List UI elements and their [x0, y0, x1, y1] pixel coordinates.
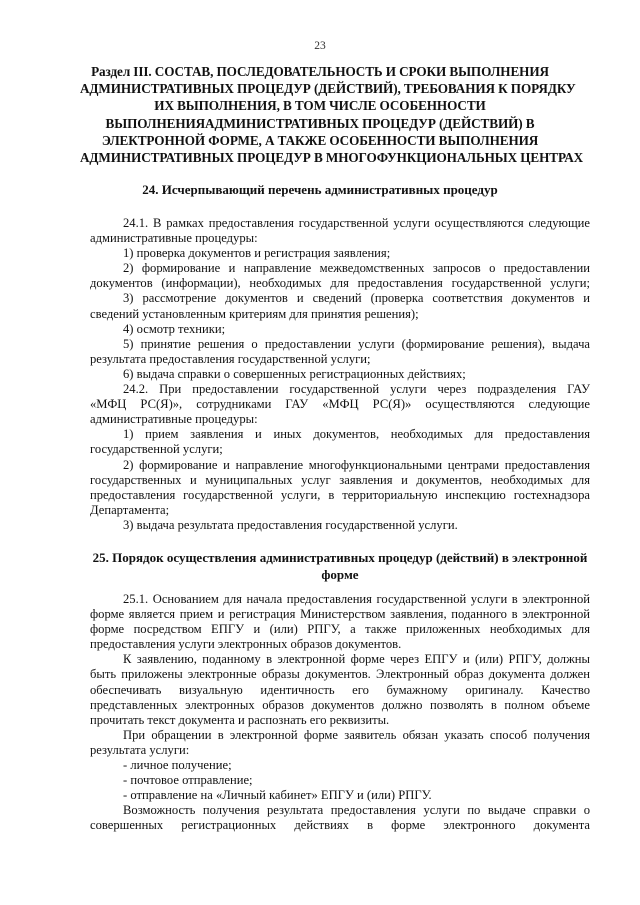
text-line: К заявлению, поданному в электронной форме через ЕПГУ и (или) РПГУ, должны [123, 652, 590, 667]
text-line: 24.2. При предоставлении государственной услуги через подразделения ГАУ [123, 382, 590, 397]
section-title [80, 63, 584, 166]
section-title-line: АДМИНИСТРАТИВНЫХ ПРОЦЕДУР В МНОГОФУНКЦИОНАЛЬНЫХ ЦЕНТРАХ [80, 150, 584, 166]
text-line: 25.1. Основанием для начала предоставления государственной услуги в электронной [123, 592, 590, 606]
section-title-line: ЭЛЕКТРОННОЙ ФОРМЕ, А ТАКЖЕ ОСОБЕННОСТИ ВЫПОЛНЕНИЯ [101, 132, 539, 148]
list-item: 1) прием заявления и иных документов, необходимых для предоставления [123, 427, 590, 442]
heading-section-24: 24. Исчерпывающий перечень административных процедур [142, 182, 498, 197]
text-line: сведений установленным критериям для принятия решения); [90, 306, 419, 321]
heading-line: форме [321, 567, 359, 582]
section-title-line: Раздел III. СОСТАВ, ПОСЛЕДОВАТЕЛЬНОСТЬ И СРОКИ ВЫПОЛНЕНИЯ [91, 64, 549, 79]
list-item: 6) выдача справки о совершенных регистрационных действиях; [123, 366, 466, 381]
text-line: государственной услуги; [90, 442, 223, 457]
text-line: совершенных регистрационных действиях в форме электронного документа [90, 818, 590, 833]
page-number: 23 [314, 40, 326, 52]
text-line: документов (информации), необходимых для предоставления государственной услуги; [90, 276, 590, 291]
text-line: Возможность получения результата предоставления услуги по выдаче справки о [123, 803, 590, 818]
list-item: 3) выдача результата предоставления государственной услуги. [123, 517, 458, 532]
list-item: 1) проверка документов и регистрация заявления; [123, 246, 391, 261]
text-line: предоставления государственной услуги, в территориальную инспекцию гостехнадзора [90, 487, 590, 502]
text-line: 24.1. В рамках предоставления государственной услуги осуществляются следующие [123, 216, 590, 230]
text-line: форме посредством ЕПГУ и (или) РПГУ, а также приложенных необходимых для [90, 622, 590, 637]
list-item: 4) осмотр техники; [123, 321, 226, 336]
list-item: - почтовое отправление; [123, 773, 253, 788]
text-line: административные процедуры: [90, 231, 258, 246]
text-line: обеспечивать визуальную идентичность его бумажному оригиналу. Качество [90, 682, 590, 697]
text-line: Департамента; [90, 502, 170, 517]
section-title-line: ВЫПОЛНЕНИЯАДМИНИСТРАТИВНЫХ ПРОЦЕДУР (ДЕЙСТВИЙ) В [105, 115, 535, 131]
text-line: прочитать текст документа и распознать его реквизиты. [90, 712, 390, 727]
list-item: - личное получение; [123, 758, 232, 773]
text-line: быть приложены электронные образы документов. Электронный образ документа должен [90, 667, 590, 682]
text-line: представленных электронных образов документов должно позволять в полном объеме [90, 697, 590, 712]
text-line: административные процедуры: [90, 412, 258, 427]
list-item: 2) формирование и направление многофункциональными центрами предоставления [123, 457, 590, 472]
list-item: 5) принятие решения о предоставлении услуги (формирование решения), выдача [123, 336, 590, 351]
section-24-body [90, 216, 590, 533]
section-title-line: ИХ ВЫПОЛНЕНИЯ, В ТОМ ЧИСЛЕ ОСОБЕННОСТИ [154, 98, 486, 114]
text-line: «МФЦ РС(Я)», сотрудниками ГАУ «МФЦ РС(Я)» осуществляются следующие [90, 397, 590, 412]
heading-line: 25. Порядок осуществления административных процедур (действий) в электронной [92, 550, 588, 565]
list-item: - отправление на «Личный кабинет» ЕПГУ и (или) РПГУ. [123, 788, 432, 803]
text-line: предоставления услуги электронных образов документов. [90, 637, 402, 652]
list-item: 3) рассмотрение документов и сведений (проверка соответствия документов и [123, 291, 590, 306]
section-25-body [90, 592, 590, 834]
list-item: 2) формирование и направление межведомственных запросов о предоставлении [123, 261, 590, 276]
text-line: При обращении в электронной форме заявитель обязан указать способ получения [123, 727, 590, 742]
text-line: государственных и муниципальных услуг заявления и документов, необходимых для [90, 472, 590, 487]
heading-section-25 [90, 549, 590, 583]
text-line: форме является прием и регистрация Министерством заявления, поданного в электронной [90, 607, 590, 622]
text-line: результата услуги: [90, 742, 190, 757]
text-line: результата предоставления государственной услуги; [90, 351, 371, 366]
section-title-line: АДМИНИСТРАТИВНЫХ ПРОЦЕДУР (ДЕЙСТВИЙ), ТРЕБОВАНИЯ К ПОРЯДКУ [80, 81, 576, 97]
